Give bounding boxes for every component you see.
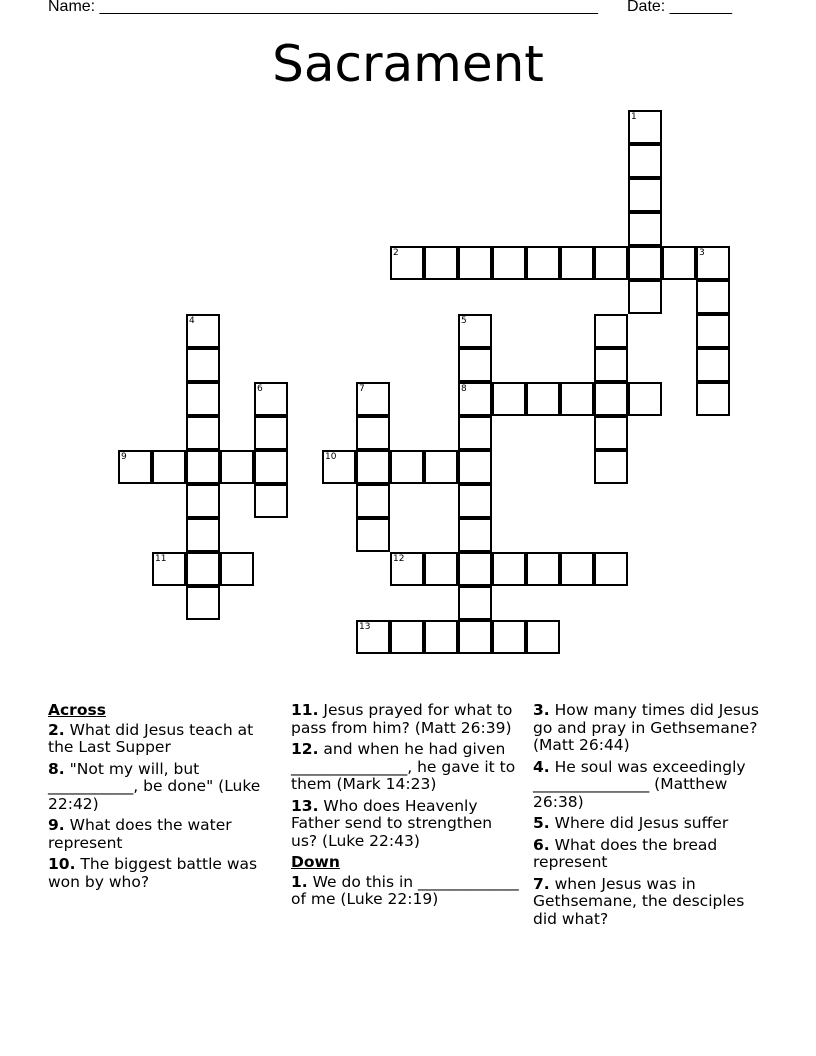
down-heading: Down	[291, 853, 340, 871]
grid-cell[interactable]	[458, 348, 492, 382]
clue-item	[48, 817, 280, 852]
clue-number: 9.	[48, 816, 65, 834]
clue-number: 6	[257, 384, 263, 394]
clue-number: 7	[359, 384, 365, 394]
grid-cell[interactable]	[356, 518, 390, 552]
grid-cell[interactable]	[492, 552, 526, 586]
clue-number: 3.	[533, 701, 550, 719]
grid-cell[interactable]	[254, 484, 288, 518]
grid-cell[interactable]	[696, 246, 730, 280]
grid-cell[interactable]	[390, 552, 424, 586]
grid-cell[interactable]	[594, 246, 628, 280]
clue-number: 11.	[291, 701, 319, 719]
grid-cell[interactable]	[322, 450, 356, 484]
grid-cell[interactable]	[390, 620, 424, 654]
grid-cell[interactable]	[628, 178, 662, 212]
clue-item	[533, 702, 761, 755]
clue-number: 7.	[533, 874, 550, 893]
grid-cell[interactable]	[186, 484, 220, 518]
clue-item	[533, 815, 761, 833]
grid-cell[interactable]	[424, 450, 458, 484]
clue-number: 6.	[533, 835, 550, 854]
grid-cell[interactable]	[186, 348, 220, 382]
clue-number: 12	[393, 554, 405, 564]
grid-cell[interactable]	[696, 382, 730, 416]
grid-cell[interactable]	[458, 382, 492, 416]
grid-cell[interactable]	[424, 552, 458, 586]
clue-text: What does the water represent	[48, 816, 232, 852]
clue-item	[291, 741, 523, 794]
page-title: Sacrament	[272, 35, 544, 93]
clue-number: 9	[121, 452, 127, 462]
clue-number: 5.	[533, 814, 550, 832]
grid-cell[interactable]	[628, 144, 662, 178]
grid-cell[interactable]	[118, 450, 152, 484]
clue-item	[533, 759, 761, 812]
grid-cell[interactable]	[492, 382, 526, 416]
clue-text: and when he had given _______________, he gave it to them (Mark 14:23)	[291, 740, 516, 793]
grid-cell[interactable]	[356, 484, 390, 518]
clue-text: The biggest battle was won by who?	[48, 855, 258, 891]
clue-item	[291, 798, 523, 851]
clue-text: Where did Jesus suffer	[549, 814, 729, 832]
grid-cell[interactable]	[254, 450, 288, 484]
grid-cell[interactable]	[390, 246, 424, 280]
grid-cell[interactable]	[526, 552, 560, 586]
clue-text: Jesus prayed for what to pass from him? (Matt 26:39)	[291, 701, 513, 737]
clue-number: 3	[699, 248, 705, 258]
grid-cell[interactable]	[526, 620, 560, 654]
grid-cell[interactable]	[458, 586, 492, 620]
grid-cell[interactable]	[424, 246, 458, 280]
grid-cell[interactable]	[628, 280, 662, 314]
clue-number: 4	[189, 316, 195, 326]
grid-cell[interactable]	[560, 246, 594, 280]
grid-cell[interactable]	[186, 416, 220, 450]
clue-number: 1.	[291, 872, 308, 891]
clue-item	[533, 876, 761, 929]
clue-text: How many times did Jesus go and pray in Gethsemane? (Matt 26:44)	[533, 701, 759, 754]
clue-number: 11	[155, 554, 167, 564]
name-field-label[interactable]: Name: ________________________________________________________	[48, 0, 598, 15]
grid-cell[interactable]	[526, 246, 560, 280]
grid-cell[interactable]	[220, 552, 254, 586]
clue-text: "Not my will, but ___________, be done" (Luke 22:42)	[48, 759, 261, 813]
clue-text: We do this in _____________ of me (Luke 22:19)	[291, 872, 519, 908]
grid-cell[interactable]	[594, 552, 628, 586]
grid-cell[interactable]	[628, 110, 662, 144]
grid-cell[interactable]	[526, 382, 560, 416]
grid-cell[interactable]	[152, 552, 186, 586]
grid-cell[interactable]	[356, 620, 390, 654]
grid-cell[interactable]	[458, 314, 492, 348]
grid-cell[interactable]	[220, 450, 254, 484]
clue-number: 5	[461, 316, 467, 326]
clue-text: What does the bread represent	[533, 835, 718, 871]
clue-number: 8	[461, 384, 467, 394]
grid-cell[interactable]	[628, 212, 662, 246]
grid-cell[interactable]	[458, 416, 492, 450]
grid-cell[interactable]	[458, 518, 492, 552]
grid-cell[interactable]	[696, 314, 730, 348]
grid-cell[interactable]	[594, 314, 628, 348]
clue-number: 10	[325, 452, 337, 462]
clue-number: 10.	[48, 855, 76, 873]
grid-cell[interactable]	[492, 246, 526, 280]
clue-item	[48, 761, 280, 814]
clue-item	[48, 856, 280, 891]
clue-number: 13.	[291, 796, 319, 815]
grid-cell[interactable]	[186, 382, 220, 416]
clue-number: 2	[393, 248, 399, 258]
grid-cell[interactable]	[152, 450, 186, 484]
clue-text: when Jesus was in Gethsemane, the desciples did what?	[533, 874, 745, 928]
grid-cell[interactable]	[628, 382, 662, 416]
grid-cell[interactable]	[424, 620, 458, 654]
grid-cell[interactable]	[186, 552, 220, 586]
grid-cell[interactable]	[186, 314, 220, 348]
grid-cell[interactable]	[458, 620, 492, 654]
clue-number: 4.	[533, 757, 550, 776]
clue-number: 13	[359, 622, 371, 632]
grid-cell[interactable]	[458, 552, 492, 586]
grid-cell[interactable]	[560, 552, 594, 586]
date-field-label[interactable]: Date: _______	[627, 0, 732, 15]
grid-cell[interactable]	[356, 416, 390, 450]
grid-cell[interactable]	[356, 450, 390, 484]
clue-number: 8.	[48, 759, 65, 778]
clue-number: 12.	[291, 740, 319, 758]
grid-cell[interactable]	[662, 246, 696, 280]
grid-cell[interactable]	[594, 416, 628, 450]
clue-text: What did Jesus teach at the Last Supper	[48, 720, 254, 756]
grid-cell[interactable]	[254, 416, 288, 450]
grid-cell[interactable]	[458, 484, 492, 518]
clue-column-3	[533, 702, 761, 932]
grid-cell[interactable]	[560, 382, 594, 416]
grid-cell[interactable]	[458, 450, 492, 484]
clue-number: 2.	[48, 720, 65, 739]
grid-cell[interactable]	[186, 586, 220, 620]
grid-cell[interactable]	[458, 246, 492, 280]
grid-cell[interactable]	[628, 246, 662, 280]
grid-cell[interactable]	[492, 620, 526, 654]
clue-number: 1	[631, 112, 637, 122]
clue-text: Who does Heavenly Father send to strengthen us? (Luke 22:43)	[291, 796, 493, 850]
clue-item	[533, 837, 761, 872]
across-heading: Across	[48, 701, 106, 719]
grid-cell[interactable]	[696, 280, 730, 314]
clue-item	[291, 702, 523, 737]
grid-cell[interactable]	[594, 450, 628, 484]
grid-cell[interactable]	[594, 348, 628, 382]
clue-item	[291, 874, 523, 909]
grid-cell[interactable]	[254, 382, 288, 416]
grid-cell[interactable]	[594, 382, 628, 416]
grid-cell[interactable]	[356, 382, 390, 416]
grid-cell[interactable]	[696, 348, 730, 382]
clue-column-2	[291, 702, 523, 913]
grid-cell[interactable]	[390, 450, 424, 484]
grid-cell[interactable]	[186, 518, 220, 552]
clue-text: He soul was exceedingly _______________ (Matthew 26:38)	[533, 757, 746, 811]
clue-column-1	[48, 702, 280, 895]
grid-cell[interactable]	[186, 450, 220, 484]
clue-item	[48, 722, 280, 757]
